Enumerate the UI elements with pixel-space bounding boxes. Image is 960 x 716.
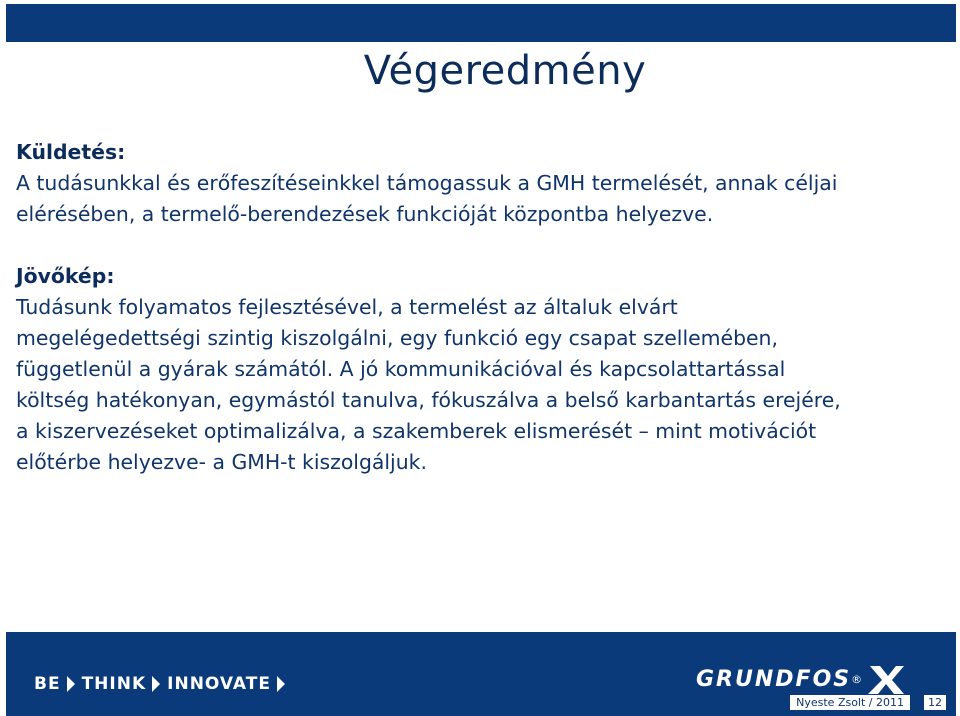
mission-line: A tudásunkkal és erőfeszítéseinkkel támogassuk a GMH termelését, annak céljai [16,171,838,195]
chevron-right-icon [67,676,75,692]
chevron-right-icon [277,676,285,692]
vision-line: a kiszervezéseket optimalizálva, a szakemberek elismerését – mint motivációt [16,419,817,443]
slide-title: Végeredmény [363,48,647,94]
slogan-word-innovate: INNOVATE [167,674,271,694]
grundfos-x-icon [866,662,906,696]
footer-author: Nyeste Zsolt / 2011 [790,695,910,710]
slide-content [16,137,946,509]
grundfos-logo [696,662,906,696]
mission-section [16,137,946,230]
vision-line: megelégedettségi szintig kiszolgálni, egy funkció egy csapat szellemében, [16,326,778,350]
footer-info [790,695,946,710]
bottom-banner [6,632,956,716]
page-number: 12 [924,695,946,710]
slogan [34,674,289,694]
slogan-word-think: THINK [81,674,147,694]
top-banner [6,4,956,42]
vision-line: költség hatékonyan, egymástól tanulva, fókuszálva a belső karbantartás erejére, [16,388,841,412]
chevron-right-icon [152,676,160,692]
logo-wordmark: GRUNDFOS [696,666,852,692]
vision-line: függetlenül a gyárak számától. A jó kommunikációval és kapcsolattartással [16,357,786,381]
vision-line: előtérbe helyezve- a GMH-t kiszolgáljuk. [16,450,427,474]
vision-line: Tudásunk folyamatos fejlesztésével, a termelést az általuk elvárt [16,295,678,319]
mission-heading: Küldetés: [16,140,126,164]
mission-line: elérésében, a termelő-berendezések funkcióját központba helyezve. [16,202,714,226]
vision-section [16,261,946,478]
logo-registered-mark: ® [851,672,863,686]
vision-heading: Jövőkép: [16,264,115,288]
slogan-word-be: BE [34,674,61,694]
